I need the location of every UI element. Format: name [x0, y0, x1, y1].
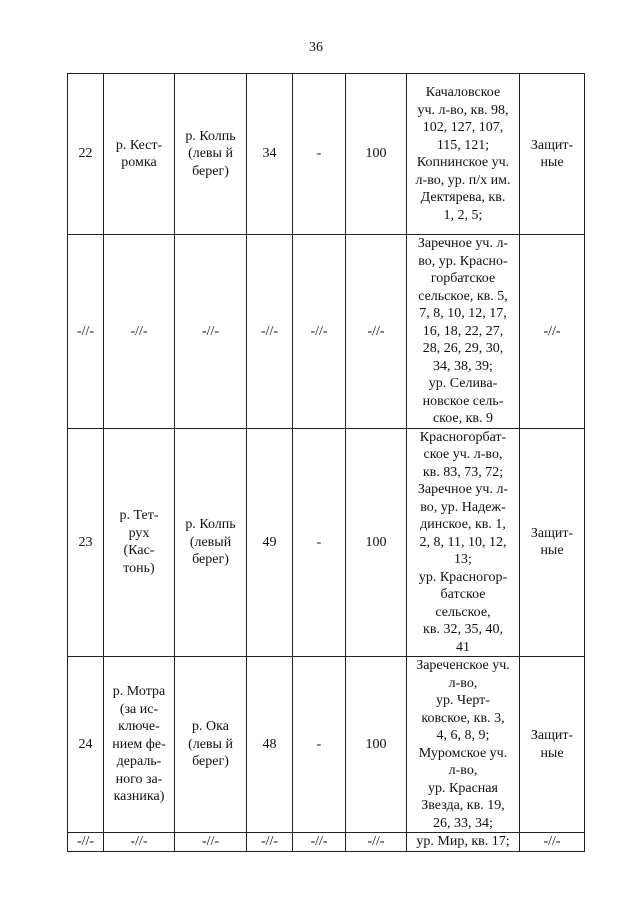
forest-category: -//- [520, 235, 585, 429]
river-mouth: р. Ока (левы й берег) [175, 657, 247, 833]
column-5-value: -//- [293, 235, 346, 429]
forest-table [67, 73, 585, 852]
table-row [68, 428, 585, 657]
forest-category: Защит- ные [520, 428, 585, 657]
river-length: -//- [247, 235, 293, 429]
location-description: Заречное уч. л- во, ур. Красно- горбатское сельское, кв. 5, 7, 8, 10, 12, 17, 16, 18, 22, 27, 28, 26, 29, 30, 34, 38, 39; ур. Селива- новское сель- ское, кв. 9 [407, 235, 520, 429]
forest-category: Защит- ные [520, 74, 585, 235]
river-length: -//- [247, 833, 293, 852]
table-row [68, 235, 585, 429]
river-mouth: р. Колпь (левы й берег) [175, 74, 247, 235]
zone-width: -//- [346, 833, 407, 852]
zone-width: 100 [346, 74, 407, 235]
river-name: -//- [104, 235, 175, 429]
row-number: 23 [68, 428, 104, 657]
column-5-value: -//- [293, 833, 346, 852]
forest-category: -//- [520, 833, 585, 852]
river-mouth: р. Колпь (левый берег) [175, 428, 247, 657]
zone-width: 100 [346, 428, 407, 657]
river-name: р. Мотра (за ис- ключе- нием фе- дераль- ного за- казника) [104, 657, 175, 833]
river-name: -//- [104, 833, 175, 852]
row-number: -//- [68, 235, 104, 429]
river-length: 34 [247, 74, 293, 235]
location-description: Красногорбат- ское уч. л-во, кв. 83, 73, 72; Заречное уч. л- во, ур. Надеж- динское, кв. 1, 2, 8, 11, 10, 12, 13; ур. Красногор- батское сельское, кв. 32, 35, 40, 41 [407, 428, 520, 657]
location-description: ур. Мир, кв. 17; [407, 833, 520, 852]
zone-width: 100 [346, 657, 407, 833]
column-5-value: - [293, 74, 346, 235]
column-5-value: - [293, 428, 346, 657]
location-description: Качаловское уч. л-во, кв. 98, 102, 127, 107, 115, 121; Копнинское уч. л-во, ур. п/х им. Дектярева, кв. 1, 2, 5; [407, 74, 520, 235]
row-number: 22 [68, 74, 104, 235]
location-description: Зареченское уч. л-во, ур. Черт- ковское, кв. 3, 4, 6, 8, 9; Муромское уч. л-во, ур. Красная Звезда, кв. 19, 26, 33, 34; [407, 657, 520, 833]
zone-width: -//- [346, 235, 407, 429]
table-row [68, 657, 585, 833]
river-name: р. Кест- ромка [104, 74, 175, 235]
forest-category: Защит- ные [520, 657, 585, 833]
river-name: р. Тет- рух (Кас- тонь) [104, 428, 175, 657]
column-5-value: - [293, 657, 346, 833]
table-row [68, 833, 585, 852]
row-number: -//- [68, 833, 104, 852]
river-mouth: -//- [175, 833, 247, 852]
river-length: 49 [247, 428, 293, 657]
page-number: 36 [309, 40, 323, 55]
river-mouth: -//- [175, 235, 247, 429]
river-length: 48 [247, 657, 293, 833]
table-row [68, 74, 585, 235]
row-number: 24 [68, 657, 104, 833]
